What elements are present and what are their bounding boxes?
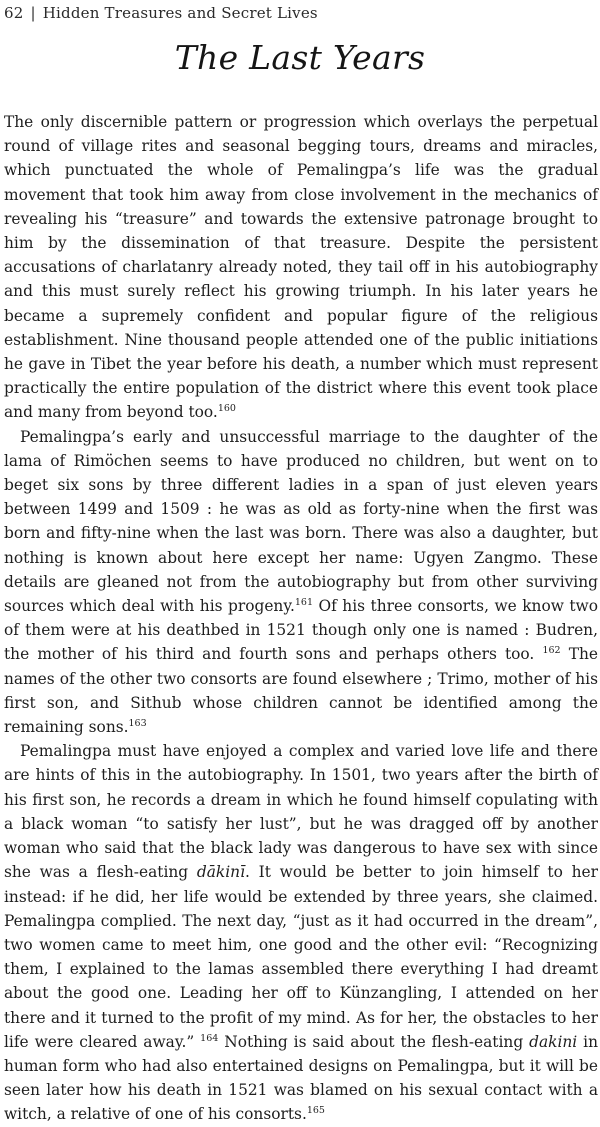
body-text	[4, 110, 598, 1127]
paragraph-text: The only discernible pattern or progression which overlays the perpetual round of village rites and seasonal begging tours, dreams and miracles, which punctuated the whole of Pemalingpa’s life was the gradual movement that took him away from close involvement in the mechanics of revealing his “treasure” and towards the extensive patronage brought to him by the dissemination of that treasure. Despite the persistent accusations of charlatanry already noted, they tail off in his autobiography and this must surely reflect his growing triumph. In his later years he became a supremely confident and popular figure of the religious establishment. Nine thousand people attended one of the public initiations he gave in Tibet the year before his death, a number which must represent practically the entire population of the district where this event took place and many from beyond too.	[4, 113, 598, 422]
italic-term-dakini: dākinī	[196, 863, 246, 882]
paragraph-text: . It would be better to join himself to her instead: if he did, her life would be extended by three years, she claimed. Pemalingpa complied. The next day, “just as it had occurred in the dream”, two women came to meet him, one good and the other evil: “Recognizing them, I explained to the lamas assembled there everything I had dreamt about the good one. Leading her off to Künzangling, I attended on her there and it turned to the profit of my mind. As for her, the obstacles to her life were cleared away.”	[4, 863, 599, 1051]
footnote-ref-165[interactable]: 165	[306, 1105, 325, 1117]
chapter-title: The Last Years	[174, 38, 426, 77]
paragraph-text: in human form who had also entertained designs on Pemalingpa, but it will be seen later how his death in 1521 was blamed on his sexual contact with a witch, a relative of one of his consorts.	[4, 1032, 598, 1124]
footnote-ref-162[interactable]: 162	[542, 645, 561, 657]
paragraph-3	[4, 739, 598, 1126]
paragraph-text: Nothing is said about the flesh-eating	[218, 1032, 530, 1051]
running-title: Hidden Treasures and Secret Lives	[42, 4, 318, 22]
footnote-ref-161[interactable]: 161	[294, 596, 314, 608]
running-head	[4, 4, 318, 22]
paragraph-text: Of his three consorts, we know two of them were at his deathbed in 1521 though only one is named : Budren, the mother of his third and fourth sons and perhaps others too.	[4, 597, 599, 664]
footnote-ref-160[interactable]: 160	[217, 403, 236, 415]
header-separator: |	[30, 4, 36, 22]
paragraph-text: Pemalingpa must have enjoyed a complex and varied love life and there are hints of this in the autobiography. In 1501, two years after the birth of his first son, he records a dream in which he found himself copulating with a black woman “to satisfy her lust”, but he was dragged off by another woman who said that the black lady was dangerous to have sex with since she was a flesh-eating	[4, 742, 598, 882]
page-number: 62	[4, 4, 24, 22]
paragraph-2	[4, 425, 598, 740]
paragraph-1	[4, 110, 598, 425]
italic-term-dakini: dakini	[529, 1032, 578, 1051]
footnote-ref-163[interactable]: 163	[128, 717, 147, 729]
paragraph-text: The names of the other two consorts are found elsewhere ; Trimo, mother of his first son, and Sithub whose children cannot be identified among the remaining sons.	[4, 645, 598, 737]
paragraph-text: Pemalingpa’s early and unsuccessful marriage to the daughter of the lama of Rimöchen seems to have produced no children, but went on to beget six sons by three different ladies in a span of just eleven years between 1499 and 1509 : he was as old as forty-nine when the first was born and fifty-nine when the last was born. There was also a daughter, but nothing is known about here except her name: Ugyen Zangmo. These details are gleaned not from the autobiography but from other surviving sources which deal with his progeny.	[4, 427, 598, 616]
footnote-ref-164[interactable]: 164	[200, 1032, 219, 1044]
